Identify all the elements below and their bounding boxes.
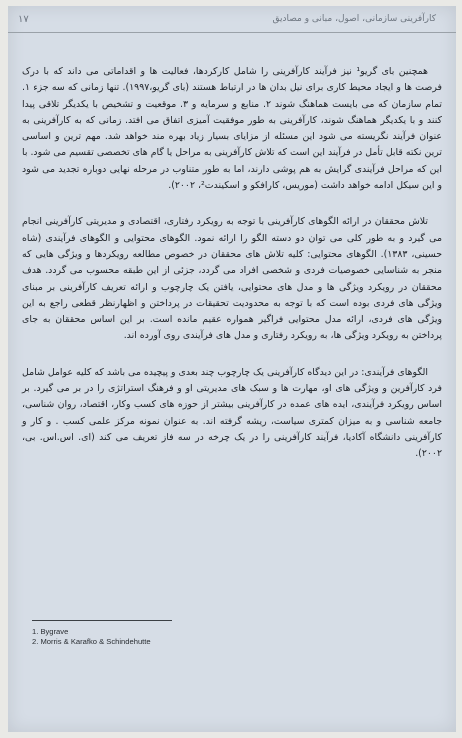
paragraph-process-definition: همچنین بای گریو¹ نیز فرآیند کارآفرینی را شامل کارکردها، فعالیت ها و اقداماتی می داند که با درک فرصت ها و ایجاد محیط کاری برای نیل بدان ها در ارتباط هستند (بای گریو،۱۹۹۷). تنها زمانی که سه جزء ۱. تمام سازمان که می بایست هماهنگ شوند ۲. منابع و سرمایه و ۳. موقعیت و تشخیص با یکدیگر تلاقی پیدا کنند و با یکدیگر هماهنگ شوند، کارآفرینی به طور موفقیت آمیزی اتفاق می افتد. زمانی که به کارآفرینی به عنوان فرآیند نگریسته می شود این مسئله از مزایای بسیار زیاد بهره مند خواهد شد. مهم ترین و اساسی ترین نکته قابل تأمل در فرآیند این است که تلاش کارآفرینی به مراحل یا گام های تخصصی تقسیم می شود. با این که مراحل فرآیندی گرایش به هم پوشی دارند، اما به طور متناوب در مرحله نهایی دوباره تجدید می شود و این سیکل ادامه خواهد داشت (موریس، کارافکو و اسکیندت²، ۲۰۰۲). bbox=[22, 66, 442, 192]
book-page bbox=[8, 6, 456, 732]
running-head: کارآفرینی سازمانی، اصول، مبانی و مصادیق bbox=[272, 14, 436, 24]
paragraph-process-models: الگوهای فرآیندی: در این دیدگاه کارآفرینی یک چارچوب چند بعدی و پیچیده می باشد که کلیه عوامل شامل فرد کارآفرین و ویژگی های او، مهارت ها و سبک های مدیریتی او و فرهنگ استراتژی را در بر می گیرد. بر اساس رویکرد فرآیندی، ایده های عمده در کارآفرینی بیشتر از حوزه های کسب وکار، اقتصاد، روان شناسی، جامعه شناسی و به میزان کمتری سیاست، ریشه گرفته اند. به عنوان نمونه مرکز علمی کسب . و کار و کارآفرینی دانشگاه آکادیا، فرآیند کارآفرینی را در یک چرخه در سه فاز تعریف می کند (ای. اس.اس. بی، ۲۰۰۲). bbox=[22, 366, 442, 460]
page-header bbox=[8, 6, 456, 33]
footnote-1: 1. Bygrave bbox=[32, 627, 69, 636]
paragraph-entrepreneurship-models: تلاش محققان در ارائه الگوهای کارآفرینی با توجه به رویکرد رفتاری، اقتصادی و مدیریتی کارآفرینی انجام می گیرد و به طور کلی می توان دو دسته الگو را ارائه نمود. الگوهای محتوایی و الگوهای فرآیندی (شاه حسینی، ۱۳۸۳). الگوهای محتوایی: کلیه تلاش های محققان در خصوص مطالعه رویکردها و ویژگی هایی که منجر به شناسایی خصوصیات فردی و شخصی افراد می گردد، جزئی از این طبقه محسوب می گردد. هدف محققان در رویکرد ویژگی ها و مدل های محتوایی، یافتن یک چارچوب و ارائه تعریف کارآفرینی بر مبنای ویژگی های فردی بوده است که با توجه به محدودیت تحقیقات در پرداختن و اظهارنظر قطعی راجع به این ویژگی های فردی، ارائه مدل محتوایی فراگیر همواره عقیم مانده است. بر این اساس محققان به جای پرداختن به رویکرد ویژگی ها، به رویکرد رفتاری و مدل های فرآیندی روی آورده اند. bbox=[22, 216, 443, 342]
footnote-divider bbox=[32, 620, 172, 621]
footnote-2: 2. Morris & Karafko & Schindehutte bbox=[32, 637, 151, 646]
footnotes bbox=[32, 620, 332, 647]
page-number: ۱۷ bbox=[18, 14, 29, 25]
body-text bbox=[22, 64, 442, 463]
